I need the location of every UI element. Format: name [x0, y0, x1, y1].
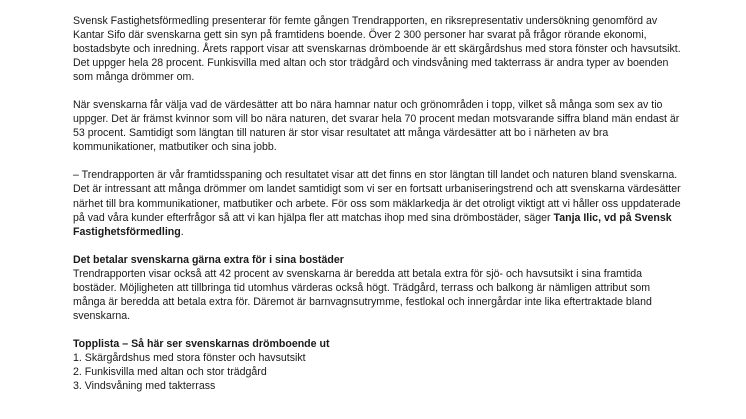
toplist-item: 2. Funkisvilla med altan och stor trädgård: [73, 365, 267, 378]
quote-paragraph: [73, 168, 683, 238]
section-heading-toplist: Topplista – Så här ser svenskarnas drömboende ut: [73, 337, 330, 350]
toplist: [73, 351, 683, 393]
nature-paragraph: När svenskarna får välja vad de värdesätter att bo nära hamnar natur och grönområden i topp, vilket så många som sex av tio uppger. Det är främst kvinnor som vill bo nära naturen, det svarar hela 70 procent medan motsvarande siffra bland män endast är 53 procent. Samtidigt som längtan till naturen är stor visar resultatet att många värdesätter att bo i närheten av bra kommunikationer, matbutiker och sina jobb.: [73, 99, 680, 154]
intro-paragraph: Svensk Fastighetsförmedling presenterar för femte gången Trendrapporten, en riksrepresentativ undersökning genomförd av Kantar Sifo där svenskarna gett sin syn på framtidens boende. Över 2 300 personer har svarat på frågor rörande ekonomi, bostadsbyte och inredning. Årets rapport visar att svenskarnas drömboende är ett skärgårdshus med stora fönster och havsutsikt. Det uppger hela 28 procent. Funkisvilla med altan och stor trädgård och vindsvåning med takterrass är andra typer av boenden som många drömmer om.: [73, 15, 681, 84]
extra-paragraph: Trendrapporten visar också att 42 procent av svenskarna är beredda att betala extra för sjö- och havsutsikt i sina framtida bostäder. Möjligheten att tillbringa tid utomhus värderas också högt. Trädgård, terrass och balkong är nämligen attribut som många är beredda att betala extra för. Däremot är barnvagnsutrymme, festlokal och innergårdar inte lika eftertraktade bland svenskarna.: [73, 267, 652, 322]
document-body: [73, 14, 683, 393]
toplist-item: 1. Skärgårdshus med stora fönster och havsutsikt: [73, 351, 306, 364]
quote-attribution: Tanja Ilic, vd på Svensk Fastighetsförmedling: [73, 211, 672, 238]
section-heading-extra: Det betalar svenskarna gärna extra för i sina bostäder: [73, 253, 344, 266]
quote-end: .: [180, 225, 184, 238]
quote-text: – Trendrapporten är vår framtidsspaning och resultatet visar att det finns en stor längtan till landet och naturen bland svenskarna. Det är intressant att många drömmer om landet samtidigt som vi ser en fortsatt urbaniseringstrend och att svenskarna värdesätter närhet till bra kommunikationer, matbutiker och arbete. För oss som mäklarkedja är det otroligt viktigt att vi håller oss uppdaterade på vad våra kunder efterfrågor så att vi kan hjälpa fler att matchas ihop med sina drömbostäder, säger: [73, 169, 681, 224]
toplist-item: 3. Vindsvåning med takterrass: [73, 380, 216, 393]
